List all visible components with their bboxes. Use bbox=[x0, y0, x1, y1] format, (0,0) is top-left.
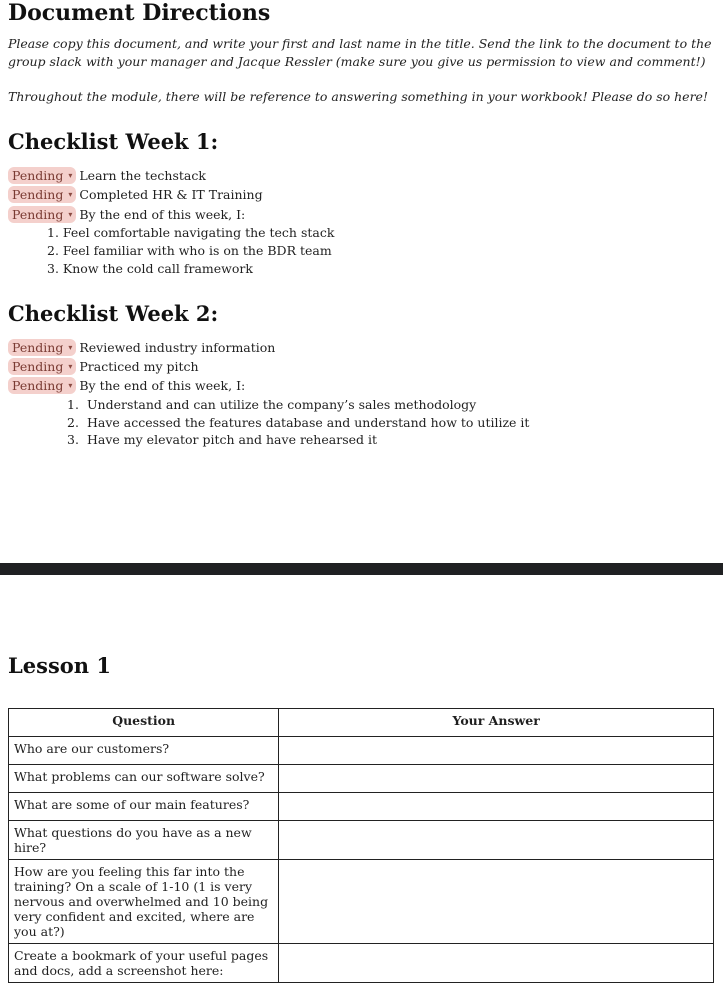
caret-down-icon: ▾ bbox=[68, 361, 73, 371]
week2-item bbox=[8, 338, 275, 356]
week1-goal: 1. Feel comfortable navigating the tech stack bbox=[47, 225, 335, 240]
page-break-divider bbox=[0, 563, 723, 575]
question-header: Question bbox=[9, 709, 279, 737]
answer-cell[interactable] bbox=[279, 737, 714, 765]
answer-cell[interactable] bbox=[279, 793, 714, 821]
lesson-title: Lesson 1 bbox=[8, 653, 111, 678]
status-chip[interactable] bbox=[8, 377, 76, 394]
status-chip-label: Pending bbox=[12, 358, 64, 374]
status-chip-label: Pending bbox=[12, 339, 64, 355]
week1-goal: 2. Feel familiar with who is on the BDR team bbox=[47, 243, 332, 258]
question-cell: How are you feeling this far into the training? On a scale of 1-10 (1 is very nervous and overwhelmed and 10 being very confident and excited, where are you at?) bbox=[9, 860, 279, 944]
task-label: Practiced my pitch bbox=[79, 358, 199, 374]
week1-item bbox=[8, 166, 206, 184]
status-chip-label: Pending bbox=[12, 206, 64, 222]
task-label: Learn the techstack bbox=[79, 167, 206, 183]
table-row bbox=[9, 944, 714, 983]
week2-goal-number: 1. bbox=[67, 397, 79, 412]
task-label: Reviewed industry information bbox=[79, 339, 276, 355]
table-row bbox=[9, 860, 714, 944]
status-chip-label: Pending bbox=[12, 186, 64, 202]
question-cell: What questions do you have as a new hire? bbox=[9, 821, 279, 860]
status-chip[interactable] bbox=[8, 167, 76, 184]
task-label: By the end of this week, I: bbox=[79, 377, 246, 393]
week2-goal-number: 2. bbox=[67, 415, 79, 430]
week2-goal: Have accessed the features database and understand how to utilize it bbox=[87, 415, 530, 430]
week2-title: Checklist Week 2: bbox=[8, 301, 219, 326]
caret-down-icon: ▾ bbox=[68, 189, 73, 199]
task-label: By the end of this week, I: bbox=[79, 206, 246, 222]
answer-cell[interactable] bbox=[279, 944, 714, 983]
caret-down-icon: ▾ bbox=[68, 380, 73, 390]
table-row bbox=[9, 793, 714, 821]
table-header-row bbox=[9, 709, 714, 737]
doc-intro: Please copy this document, and write your first and last name in the title. Send the link to the document to the group slack with your manager and Jacque Ressler (make sure you give us permission to view and comment!) bbox=[8, 36, 712, 69]
table-row bbox=[9, 765, 714, 793]
week1-item bbox=[8, 185, 263, 203]
doc-note: Throughout the module, there will be reference to answering something in your workbook! Please do so here! bbox=[8, 89, 708, 104]
question-cell: What are some of our main features? bbox=[9, 793, 279, 821]
week2-item bbox=[8, 357, 199, 375]
status-chip[interactable] bbox=[8, 339, 76, 356]
week1-title: Checklist Week 1: bbox=[8, 129, 219, 154]
caret-down-icon: ▾ bbox=[68, 170, 73, 180]
answer-cell[interactable] bbox=[279, 765, 714, 793]
status-chip[interactable] bbox=[8, 186, 76, 203]
week2-goal-number: 3. bbox=[67, 432, 79, 447]
week2-goal: Understand and can utilize the company’s sales methodology bbox=[87, 397, 477, 412]
question-cell: Who are our customers? bbox=[9, 737, 279, 765]
status-chip-label: Pending bbox=[12, 167, 64, 183]
caret-down-icon: ▾ bbox=[68, 209, 73, 219]
week2-item bbox=[8, 376, 245, 394]
week1-goal: 3. Know the cold call framework bbox=[47, 261, 253, 276]
table-row bbox=[9, 821, 714, 860]
answer-header: Your Answer bbox=[279, 709, 714, 737]
doc-title: Document Directions bbox=[8, 0, 271, 26]
status-chip-label: Pending bbox=[12, 377, 64, 393]
caret-down-icon: ▾ bbox=[68, 342, 73, 352]
week1-item bbox=[8, 205, 245, 223]
week2-goal: Have my elevator pitch and have rehearsed it bbox=[87, 432, 377, 447]
status-chip[interactable] bbox=[8, 358, 76, 375]
question-cell: What problems can our software solve? bbox=[9, 765, 279, 793]
task-label: Completed HR & IT Training bbox=[79, 186, 263, 202]
table-row bbox=[9, 737, 714, 765]
lesson-table bbox=[8, 708, 714, 983]
answer-cell[interactable] bbox=[279, 821, 714, 860]
status-chip[interactable] bbox=[8, 206, 76, 223]
question-cell: Create a bookmark of your useful pages and docs, add a screenshot here: bbox=[9, 944, 279, 983]
answer-cell[interactable] bbox=[279, 860, 714, 944]
